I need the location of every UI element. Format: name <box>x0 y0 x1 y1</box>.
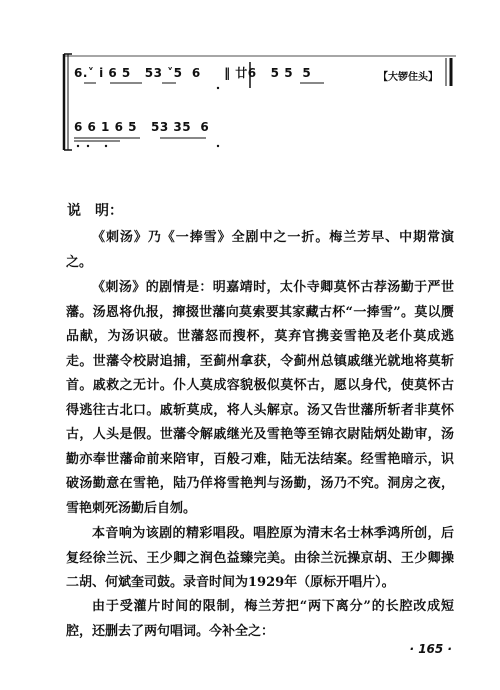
score-upper-line: 6.˅ i 6 5 53 ˅5 6 ‖ 廿6 5 5 5 <box>74 66 312 80</box>
paragraph-plot: 《刺汤》的剧情是：明嘉靖时，太仆寺卿莫怀古荐汤勤于严世藩。汤恩将仇报，撺掇世藩向莫索要其家藏古杯“一捧雪”。莫以赝品献，为汤识破。世藩怒而搜杯，莫弃官携妾雪艳及老仆莫成逃走。世藩令校尉追捕，至蓟州拿获，令蓟州总镇戚继光就地将莫斩首。戚救之无计。仆人莫成容貌极似莫怀古，愿以身代，使莫怀古得逃往古北口。戚斩莫成，将人头解京。汤又告世藩所斩者非莫怀古，人头是假。世藩令解戚继光及雪艳等至锦衣尉陆炳处勘审，汤勤亦奉世藩命前来陪审，百般刁难，陆无法结案。经雪艳暗示，识破汤勤意在雪艳，陆乃佯将雪艳判与汤勤，汤乃不究。洞房之夜，雪艳刺死汤勤后自刎。 <box>66 280 454 516</box>
score-ending-tag: 【大锣住头】 <box>378 72 438 83</box>
page-number: · 165 · <box>409 642 452 656</box>
paragraph-recording: 本音响为该剧的精彩唱段。唱腔原为清末名士林季鸿所创，后复经徐兰沅、王少卿之润色益臻完美。由徐兰沅操京胡、王少卿操二胡、何斌奎司鼓。录音时间为1929年（原标开唱片）。 <box>66 526 454 590</box>
section-title: 说 明： <box>67 203 123 219</box>
paragraph-note: 由于受灌片时间的限制，梅兰芳把“两下离分”的长腔改成短腔，还删去了两句唱词。今补全之： <box>66 599 454 639</box>
music-score <box>60 52 456 162</box>
paragraph-intro: 《刺汤》乃《一捧雪》全剧中之一折。梅兰芳早、中期常演之。 <box>66 230 454 270</box>
score-lower-line: 6 6 1 6 5 53 35 6 <box>74 120 210 134</box>
